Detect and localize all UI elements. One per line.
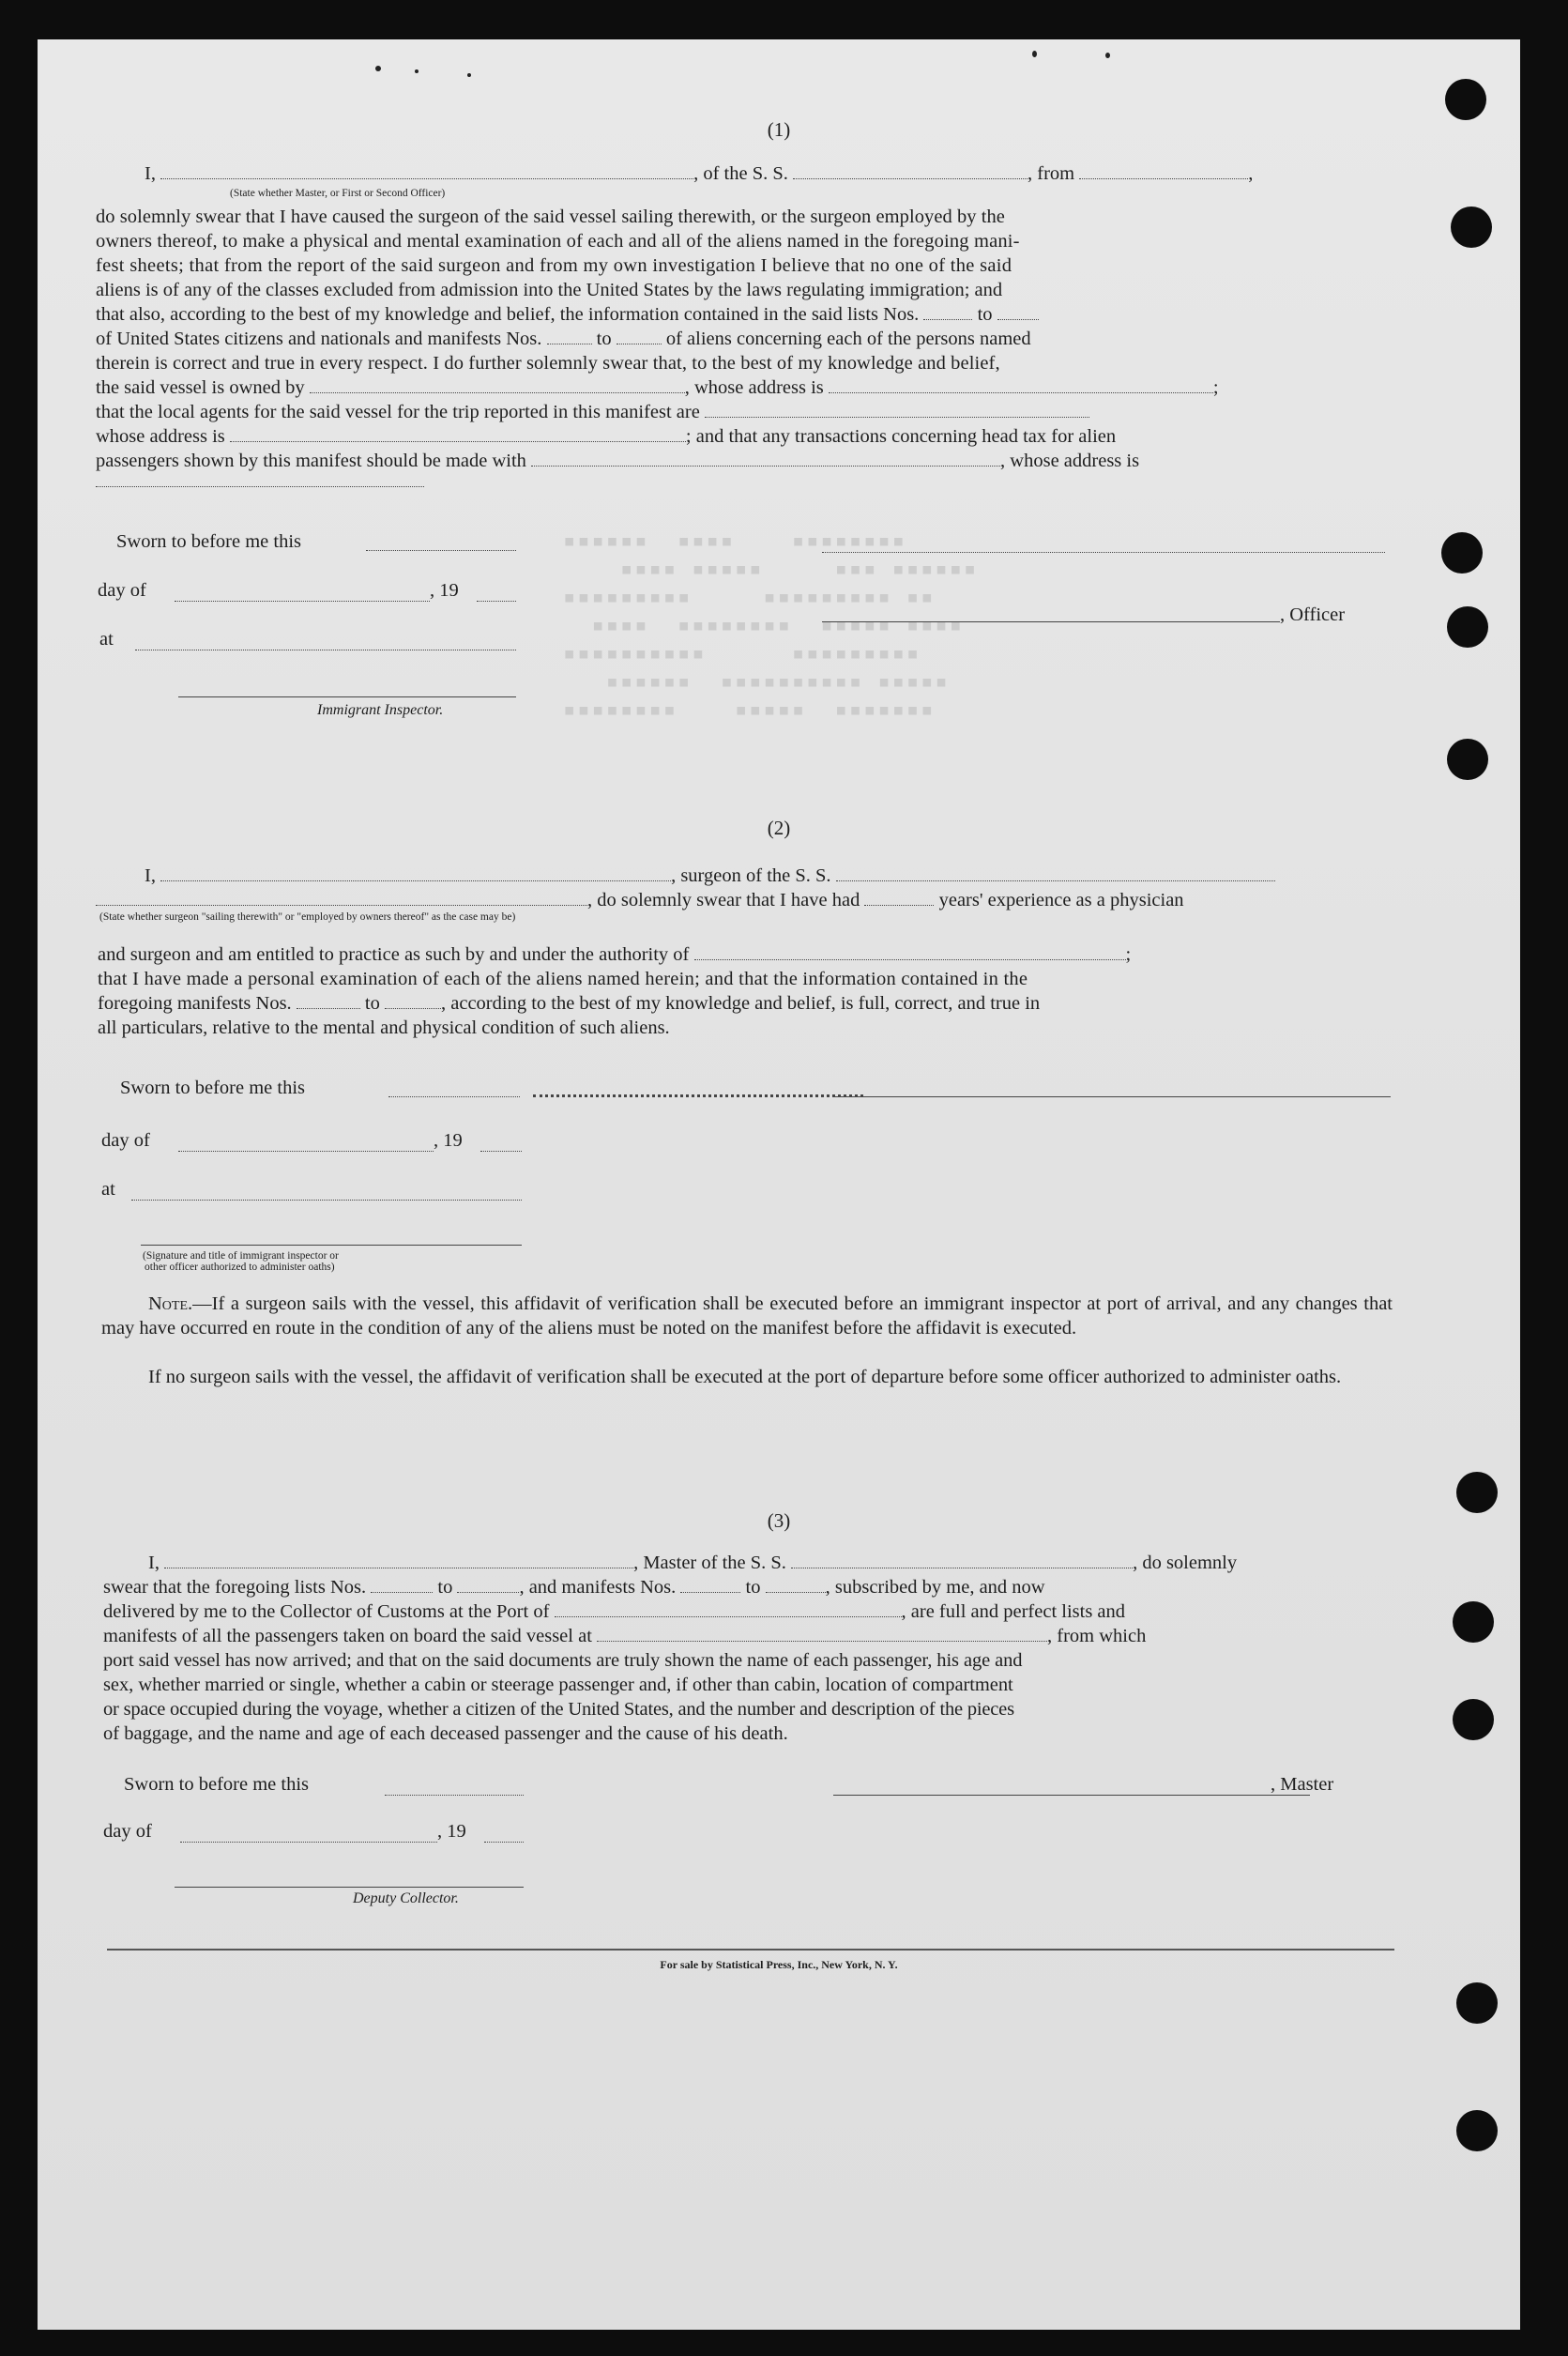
surgeon-vessel-field[interactable] — [836, 864, 1275, 881]
body-line: fest sheets; that from the report of the said surgeon and from my own investigation I believe that no one of the said — [96, 255, 1012, 276]
year-label: , 19 — [430, 580, 459, 601]
officer-line-upper[interactable] — [822, 552, 1385, 553]
section-3-line-4: manifests of all the passengers taken on board the said vessel at , from which — [103, 1626, 1147, 1646]
year-field[interactable] — [480, 1151, 522, 1152]
year-field[interactable] — [477, 601, 516, 602]
body-line: port said vessel has now arrived; and that on the said documents are truly shown the name of each passenger, his age and — [103, 1650, 1023, 1671]
years-experience-field[interactable] — [864, 888, 934, 906]
body-line: aliens is of any of the classes excluded from admission into the United States by the laws regulating immigration; and — [96, 280, 1003, 300]
day-of-label: day of — [98, 580, 146, 601]
body-line: do solemnly swear that I have caused the surgeon of the said vessel sailing therewith, or the surgeon employed by the — [96, 207, 1005, 227]
binder-hole — [1453, 1699, 1494, 1740]
section-2-number: (2) — [767, 817, 791, 839]
local-agents-field[interactable] — [705, 400, 1089, 418]
manifests-to-field[interactable] — [766, 1575, 826, 1593]
collector-signature-line[interactable] — [175, 1887, 524, 1888]
master-label: , Master — [1271, 1774, 1334, 1795]
master-note: (State whether Master, or First or Second Officer) — [230, 188, 446, 199]
section-3-line-3: delivered by me to the Collector of Customs at the Port of , are full and perfect lists and — [103, 1601, 1126, 1622]
lists-to-field[interactable] — [997, 302, 1039, 320]
lists-from-field[interactable] — [371, 1575, 433, 1593]
day-of-field[interactable] — [180, 1842, 437, 1843]
ink-speck — [375, 66, 381, 71]
surgeon-signature-dots[interactable] — [533, 1094, 863, 1097]
inspector-signature-line[interactable] — [178, 696, 516, 697]
binder-hole — [1447, 739, 1488, 780]
master-signature-line[interactable] — [833, 1795, 1310, 1796]
year-label: , 19 — [434, 1130, 463, 1151]
section-3-line-2: swear that the foregoing lists Nos. to , and manifests Nos. to , subscribed by me, and now — [103, 1577, 1045, 1598]
inspector-signature-line[interactable] — [141, 1245, 522, 1246]
day-of-field[interactable] — [178, 1151, 434, 1152]
address-continuation-line[interactable] — [96, 486, 424, 487]
boarding-port-field[interactable] — [597, 1624, 1047, 1642]
year-label: , 19 — [437, 1821, 466, 1842]
head-tax-party-field[interactable] — [531, 449, 1000, 467]
ink-speck — [1032, 51, 1037, 57]
authority-line: and surgeon and am entitled to practice as such by and under the authority of ; — [98, 944, 1132, 965]
surgeon-note: (State whether surgeon "sailing therewith" or "employed by owners thereof" as the case may be) — [99, 911, 516, 923]
sworn-date-field[interactable] — [385, 1795, 524, 1796]
signature-note: other officer authorized to administer oaths) — [145, 1262, 335, 1273]
sworn-label: Sworn to before me this — [124, 1774, 309, 1795]
bottom-rule — [107, 1949, 1394, 1951]
sworn-date-field[interactable] — [388, 1096, 520, 1097]
at-label: at — [99, 629, 114, 650]
port-field[interactable] — [555, 1599, 902, 1617]
vessel-name-field[interactable] — [793, 161, 1028, 179]
surgeon-signature-line[interactable] — [833, 1096, 1391, 1097]
officer-signature-line[interactable] — [822, 621, 1280, 622]
section-2-line-1: I, , surgeon of the S. S. — [145, 864, 1275, 888]
manifests-to-field[interactable] — [617, 327, 662, 344]
note-paragraph: Note.—If a surgeon sails with the vessel, this affidavit of verification shall be executed before an immigrant inspector at port of arrival, and any changes that may have occurred en route in the condition of any of the aliens must be noted on the manifest before the affidavit is executed. — [101, 1293, 1393, 1339]
sworn-date-field[interactable] — [366, 550, 516, 551]
body-line: owners thereof, to make a physical and mental examination of each and all of the aliens named in the foregoing mani- — [96, 231, 1020, 252]
manifests-line: foregoing manifests Nos. to , according to the best of my knowledge and belief, is full, correct, and true in — [98, 993, 1041, 1014]
lists-from-field[interactable] — [923, 302, 972, 320]
inspector-label: Immigrant Inspector. — [317, 702, 444, 718]
note-label: Note. — [148, 1293, 193, 1314]
body-line: or space occupied during the voyage, whether a citizen of the United States, and the number and description of the pieces — [103, 1699, 1014, 1720]
section-2-line-2: , do solemnly swear that I have had years' experience as a physician — [96, 888, 1184, 912]
section-1-number: (1) — [767, 118, 791, 141]
printer-footer: For sale by Statistical Press, Inc., New York, N. Y. — [660, 1958, 898, 1971]
ink-speck — [467, 73, 471, 77]
binder-hole — [1456, 1982, 1498, 2024]
day-of-label: day of — [101, 1130, 150, 1151]
body-line: all particulars, relative to the mental and physical condition of such aliens. — [98, 1017, 670, 1038]
sworn-label: Sworn to before me this — [116, 531, 301, 552]
citizens-line: of United States citizens and nationals and manifests Nos. to of aliens concerning each of the persons named — [96, 329, 1031, 349]
note-paragraph-2: If no surgeon sails with the vessel, the affidavit of verification shall be executed at the port of departure before some officer authorized to administer oaths. — [148, 1367, 1342, 1387]
surgeon-name-field[interactable] — [160, 864, 671, 881]
binder-hole — [1456, 1472, 1498, 1513]
agents-address-field[interactable] — [230, 424, 686, 442]
master-name-field[interactable] — [160, 161, 693, 179]
bleed-through-texture: ▪▪▪▪▪▪ ▪▪▪▪ ▪▪▪▪▪▪▪▪ ▪▪▪▪ ▪▪▪▪▪ ▪▪▪ ▪▪▪▪▪▪ ▪▪▪▪▪▪▪▪▪ ▪▪▪▪▪▪▪▪▪ ▪▪ ▪▪▪▪ ▪▪▪▪▪▪▪▪ ▪▪▪▪▪ ▪▪▪▪ ▪▪▪▪▪▪▪▪▪▪ ▪▪▪▪▪▪▪▪▪ ▪▪▪▪▪▪ ▪▪▪▪▪▪▪▪▪▪ ▪▪▪▪▪ ▪▪▪▪▪▪▪▪ ▪▪▪▪▪ ▪▪▪▪▪▪▪ — [563, 529, 979, 722]
section-1-line-1: I, , of the S. S. , from , — [145, 163, 1254, 184]
body-line: of baggage, and the name and age of each deceased passenger and the cause of his death. — [103, 1723, 788, 1744]
owner-address-field[interactable] — [829, 375, 1213, 393]
binder-hole — [1451, 207, 1492, 248]
owner-field[interactable] — [310, 375, 685, 393]
lists-line: that also, according to the best of my knowledge and belief, the information contained in the said lists Nos. to — [96, 302, 1039, 327]
day-of-field[interactable] — [175, 601, 430, 602]
manifests-from-field[interactable] — [547, 327, 592, 344]
ink-speck — [1105, 53, 1110, 58]
binder-hole — [1453, 1601, 1494, 1643]
authority-field[interactable] — [694, 942, 1126, 960]
passengers-line: passengers shown by this manifest should be made with , whose address is — [96, 451, 1140, 471]
port-from-field[interactable] — [1079, 161, 1248, 179]
binder-hole — [1447, 606, 1488, 648]
binder-hole — [1456, 2110, 1498, 2151]
vessel-name-field[interactable] — [791, 1551, 1133, 1568]
manifest-reverse-page — [38, 39, 1520, 2330]
section-3-number: (3) — [767, 1509, 791, 1532]
owned-line: the said vessel is owned by , whose address is ; — [96, 377, 1219, 398]
officer-label: , Officer — [1280, 604, 1346, 625]
address-line: whose address is ; and that any transactions concerning head tax for alien — [96, 426, 1117, 447]
section-3-line-1: I, , Master of the S. S. , do solemnly — [148, 1553, 1238, 1573]
year-field[interactable] — [484, 1842, 524, 1843]
surgeon-manifests-to-field[interactable] — [385, 991, 441, 1009]
binder-hole — [1445, 79, 1486, 120]
binder-hole — [1441, 532, 1483, 574]
agents-line: that the local agents for the said vessel for the trip reported in this manifest are — [96, 400, 1089, 424]
collector-label: Deputy Collector. — [353, 1890, 459, 1906]
master-name-field[interactable] — [164, 1551, 633, 1568]
day-of-label: day of — [103, 1821, 152, 1842]
surgeon-manifests-from-field[interactable] — [297, 991, 360, 1009]
sworn-label: Sworn to before me this — [120, 1078, 305, 1098]
at-place-field[interactable] — [131, 1200, 522, 1201]
manifests-from-field[interactable] — [680, 1575, 740, 1593]
lists-to-field[interactable] — [457, 1575, 519, 1593]
signature-note: (Signature and title of immigrant inspector or — [143, 1250, 339, 1262]
body-line: therein is correct and true in every respect. I do further solemnly swear that, to the best of my knowledge and belief, — [96, 353, 1000, 374]
body-line: that I have made a personal examination of each of the aliens named herein; and that the information contained in the — [98, 969, 1028, 989]
ink-speck — [415, 69, 419, 73]
at-label: at — [101, 1179, 115, 1200]
surgeon-status-field[interactable] — [96, 888, 587, 906]
body-line: sex, whether married or single, whether a cabin or steerage passenger and, if other than cabin, location of compartment — [103, 1675, 1013, 1695]
